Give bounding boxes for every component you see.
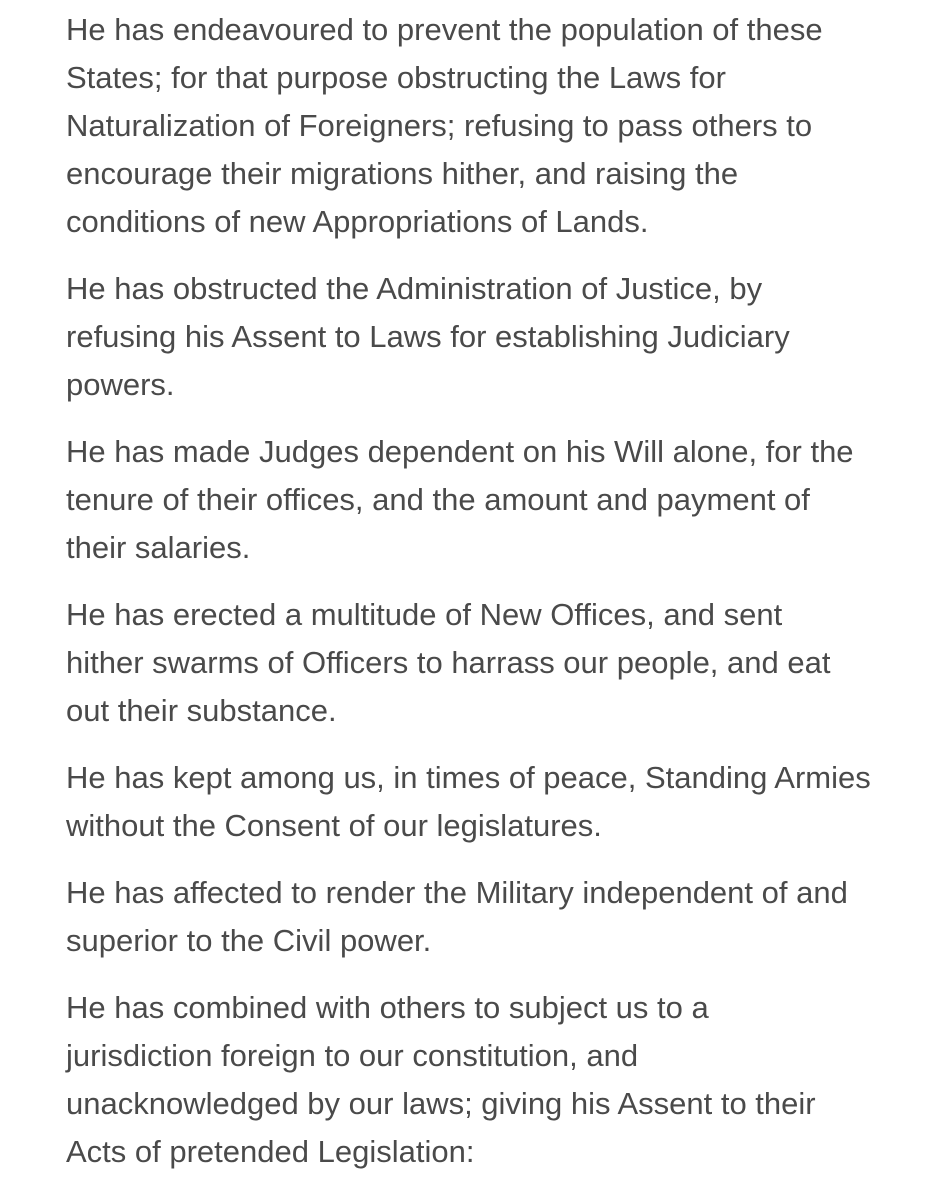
document-body [66,6,916,1195]
paragraph-judges: He has made Judges dependent on his Will alone, for the tenure of their offices, and the amount and payment of their salaries. [66,434,854,565]
paragraph-new-offices: He has erected a multitude of New Offices, and sent hither swarms of Officers to harrass our people, and eat out their substance. [66,597,831,728]
paragraph-standing-armies: He has kept among us, in times of peace, Standing Armies without the Consent of our legislatures. [66,760,871,843]
paragraph-population: He has endeavoured to prevent the population of these States; for that purpose obstructing the Laws for Naturalization of Foreigners; refusing to pass others to encourage their migrations hither, and raising the conditions of new Appropriations of Lands. [66,12,823,239]
paragraph-jurisdiction: He has combined with others to subject us to a jurisdiction foreign to our constitution, and unacknowledged by our laws; giving his Assent to their Acts of pretended Legislation: [66,990,816,1169]
paragraph-military: He has affected to render the Military independent of and superior to the Civil power. [66,875,848,958]
paragraph-justice: He has obstructed the Administration of Justice, by refusing his Assent to Laws for establishing Judiciary powers. [66,271,790,402]
